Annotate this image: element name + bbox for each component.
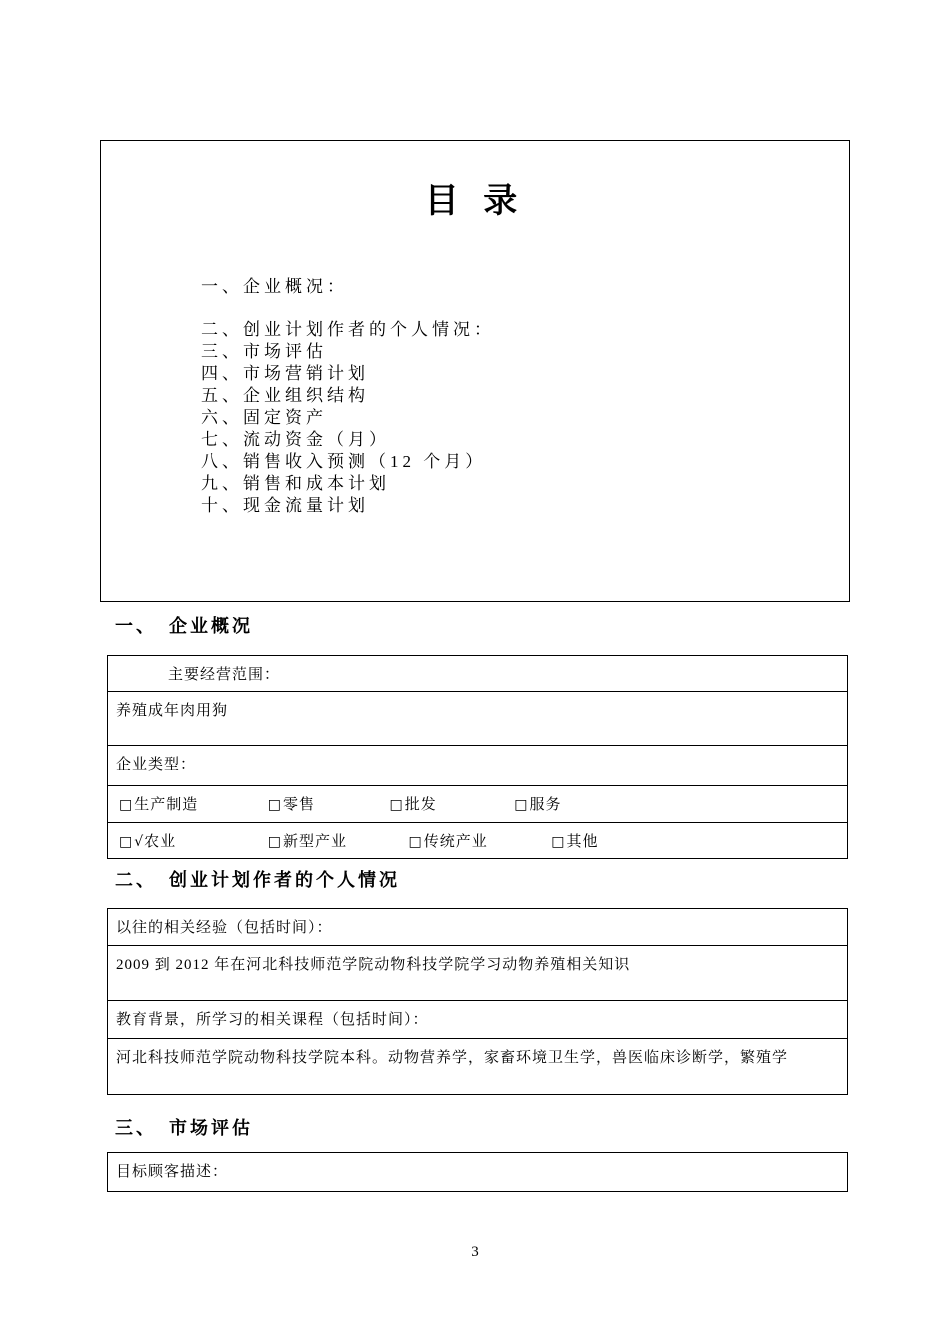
company-overview-table (107, 655, 848, 859)
toc-box (100, 140, 850, 602)
toc-item: 四、市场营销计划 (201, 364, 369, 383)
option-label: 服务 (529, 797, 562, 813)
enterprise-type-options-row-2 (108, 823, 847, 858)
option-label: 农业 (144, 834, 177, 850)
section-heading-market-evaluation: 三、 市场评估 (115, 1118, 253, 1138)
target-customer-label-row: 目标顾客描述： (116, 1164, 229, 1180)
toc-item: 二、创业计划作者的个人情况： (201, 320, 495, 339)
option-traditional-industry (409, 830, 547, 851)
business-scope-label-row: 主要经营范围： (108, 656, 847, 692)
education-value-row: 河北科技师范学院动物科技学院本科。动物营养学，家畜环境卫生学，兽医临床诊断学，繁殖学 (116, 1050, 789, 1066)
option-new-industry (268, 830, 404, 851)
toc-item: 九、销售和成本计划 (201, 474, 390, 493)
toc-item: 八、销售收入预测（12 个月） (201, 452, 487, 471)
checkbox-icon: □ (267, 834, 282, 850)
checkbox-icon: □ (551, 834, 566, 850)
market-evaluation-table (107, 1152, 848, 1192)
author-info-table (107, 908, 848, 1095)
checkbox-icon: □ (408, 834, 423, 850)
checkbox-icon: □ (389, 797, 404, 813)
toc-item: 三、市场评估 (201, 342, 327, 361)
option-label: 传统产业 (423, 834, 488, 850)
option-label: 批发 (404, 797, 437, 813)
option-wholesale (390, 793, 510, 814)
toc-item: 十、现金流量计划 (201, 496, 369, 515)
checkmark-icon: √ (134, 834, 145, 850)
option-label: 零售 (282, 797, 315, 813)
toc-item: 五、企业组织结构 (201, 386, 369, 405)
enterprise-type-label-row: 企业类型： (108, 746, 847, 786)
option-label: 其他 (566, 834, 599, 850)
experience-value-row: 2009 到 2012 年在河北科技师范学院动物科技学院学习动物养殖相关知识 (108, 946, 847, 1001)
page-number: 3 (471, 1244, 479, 1260)
option-retail (268, 793, 385, 814)
checkbox-icon: □ (267, 797, 282, 813)
option-label: 生产制造 (134, 797, 199, 813)
education-label-row: 教育背景，所学习的相关课程（包括时间）： (108, 1001, 847, 1039)
toc-list (201, 276, 849, 517)
experience-label-row: 以往的相关经验（包括时间）： (108, 909, 847, 946)
option-manufacturing (119, 793, 263, 814)
section-heading-author-info: 二、 创业计划作者的个人情况 (115, 870, 400, 890)
option-label: 新型产业 (282, 834, 347, 850)
option-agriculture-checked (119, 830, 263, 851)
toc-item: 六、固定资产 (201, 408, 327, 427)
toc-item: 一、企业概况： (201, 277, 348, 296)
option-other (551, 830, 598, 851)
checkbox-icon: □ (119, 834, 134, 850)
checkbox-icon: □ (514, 797, 529, 813)
section-heading-company-overview: 一、 企业概况 (115, 616, 253, 636)
enterprise-type-options-row-1 (108, 786, 847, 823)
business-scope-value-row: 养殖成年肉用狗 (108, 692, 847, 746)
toc-title: 目 录 (424, 183, 526, 220)
toc-item: 七、流动资金（月） (201, 430, 390, 449)
checkbox-icon: □ (119, 797, 134, 813)
option-service (514, 793, 561, 814)
